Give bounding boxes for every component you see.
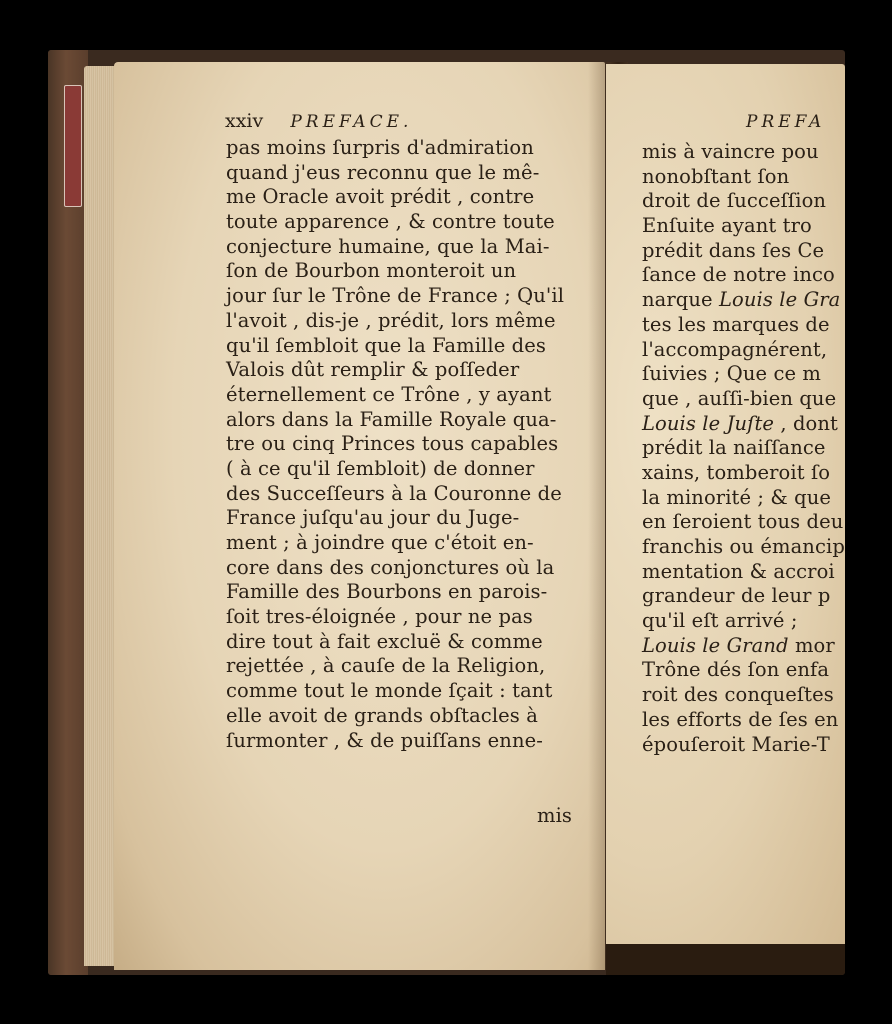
text-line: prédit la naiſſance — [642, 436, 826, 460]
text-line: ſuivies ; Que ce m — [642, 362, 822, 386]
text-line: France juſqu'au jour du Juge- — [226, 506, 520, 530]
text-line: droit de ſucceſſion — [642, 189, 827, 213]
text-line: mentation & accroi — [642, 559, 835, 583]
catchword: mis — [537, 804, 573, 827]
text-line: Valois dût remplir & poſſeder — [226, 358, 520, 382]
text-line: ( à ce qu'il ſembloit) de donner — [226, 456, 535, 480]
left-page — [114, 62, 605, 970]
text-line: la minorité ; & que — [642, 485, 832, 509]
text-line: mis à vaincre pou — [642, 140, 819, 163]
open-book — [48, 50, 845, 975]
text-line: comme tout le monde ſçait : tant — [226, 679, 553, 703]
text-line: quand j'eus reconnu que le mê- — [226, 160, 540, 184]
text-line: qu'il ſembloit que la Famille des — [226, 333, 546, 357]
text-line: qu'il eſt arrivé ; — [642, 609, 798, 633]
page-number: xxiv — [225, 110, 264, 132]
text-line: Louis le Grand mor — [642, 633, 835, 657]
text-line: que , auſſi-bien que — [642, 386, 837, 410]
text-line: elle avoit de grands obſtacles à — [226, 703, 538, 727]
text-line: roit des conqueſtes — [642, 683, 834, 707]
text-line: des Succeſſeurs à la Couronne de — [226, 481, 562, 505]
right-page-header — [746, 112, 825, 132]
text-line: franchis ou émancip — [642, 535, 845, 558]
left-page-header — [225, 110, 412, 132]
text-line: conjecture humaine, que la Mai- — [226, 234, 550, 258]
text-line: ſurmonter , & de puiſſans enne- — [226, 728, 543, 752]
text-line: ſance de notre inco — [642, 263, 835, 287]
text-line: prédit dans ſes Ce — [642, 238, 825, 262]
spine-label — [64, 85, 82, 207]
text-line: alors dans la Famille Royale qua- — [226, 407, 557, 431]
text-line: Louis le Juſte , dont — [642, 411, 838, 435]
text-line: tes les marques de — [642, 312, 830, 336]
right-page-body — [642, 140, 845, 757]
running-title: PREFACE. — [290, 112, 413, 132]
text-line: core dans des conjonctures où la — [226, 555, 555, 579]
text-line: Enſuite ayant tro — [642, 214, 812, 238]
text-line: pas moins ſurpris d'admiration — [226, 136, 534, 159]
text-line: me Oracle avoit prédit , contre — [226, 185, 535, 209]
text-line: rejettée , à cauſe de la Religion, — [226, 654, 546, 678]
text-line: xains, tomberoit ſo — [642, 460, 831, 484]
text-line: Trône dés ſon enfa — [642, 658, 830, 682]
text-line: toute apparence , & contre toute — [226, 210, 555, 234]
right-page-shadow — [606, 944, 845, 975]
text-line: grandeur de leur p — [642, 584, 831, 608]
text-line: épouſeroit Marie-T — [642, 732, 830, 756]
right-running-title: PREFA — [746, 112, 826, 132]
text-line: nonobſtant ſon — [642, 164, 790, 188]
book-cover — [48, 50, 88, 975]
text-line: dire tout à fait excluë & comme — [226, 629, 543, 653]
text-line: l'avoit , dis-je , prédit, lors même — [226, 308, 556, 332]
text-line: l'accompagnérent, — [642, 337, 828, 361]
text-line: narque Louis le Gra — [642, 288, 841, 312]
left-page-body — [226, 136, 564, 753]
text-line: en ſeroient tous deu — [642, 510, 844, 534]
text-line: tre ou cinq Princes tous capables — [226, 432, 559, 456]
text-line: Famille des Bourbons en parois- — [226, 580, 548, 604]
text-line: les efforts de ſes en — [642, 707, 839, 731]
right-page-content — [606, 64, 845, 944]
text-line: ſon de Bourbon monteroit un — [226, 259, 517, 283]
text-line: ſoit tres-éloignée , pour ne pas — [226, 605, 533, 629]
text-line: jour ſur le Trône de France ; Qu'il — [226, 284, 565, 308]
text-line: éternellement ce Trône , y ayant — [226, 382, 552, 406]
text-line: ment ; à joindre que c'étoit en- — [226, 531, 534, 554]
